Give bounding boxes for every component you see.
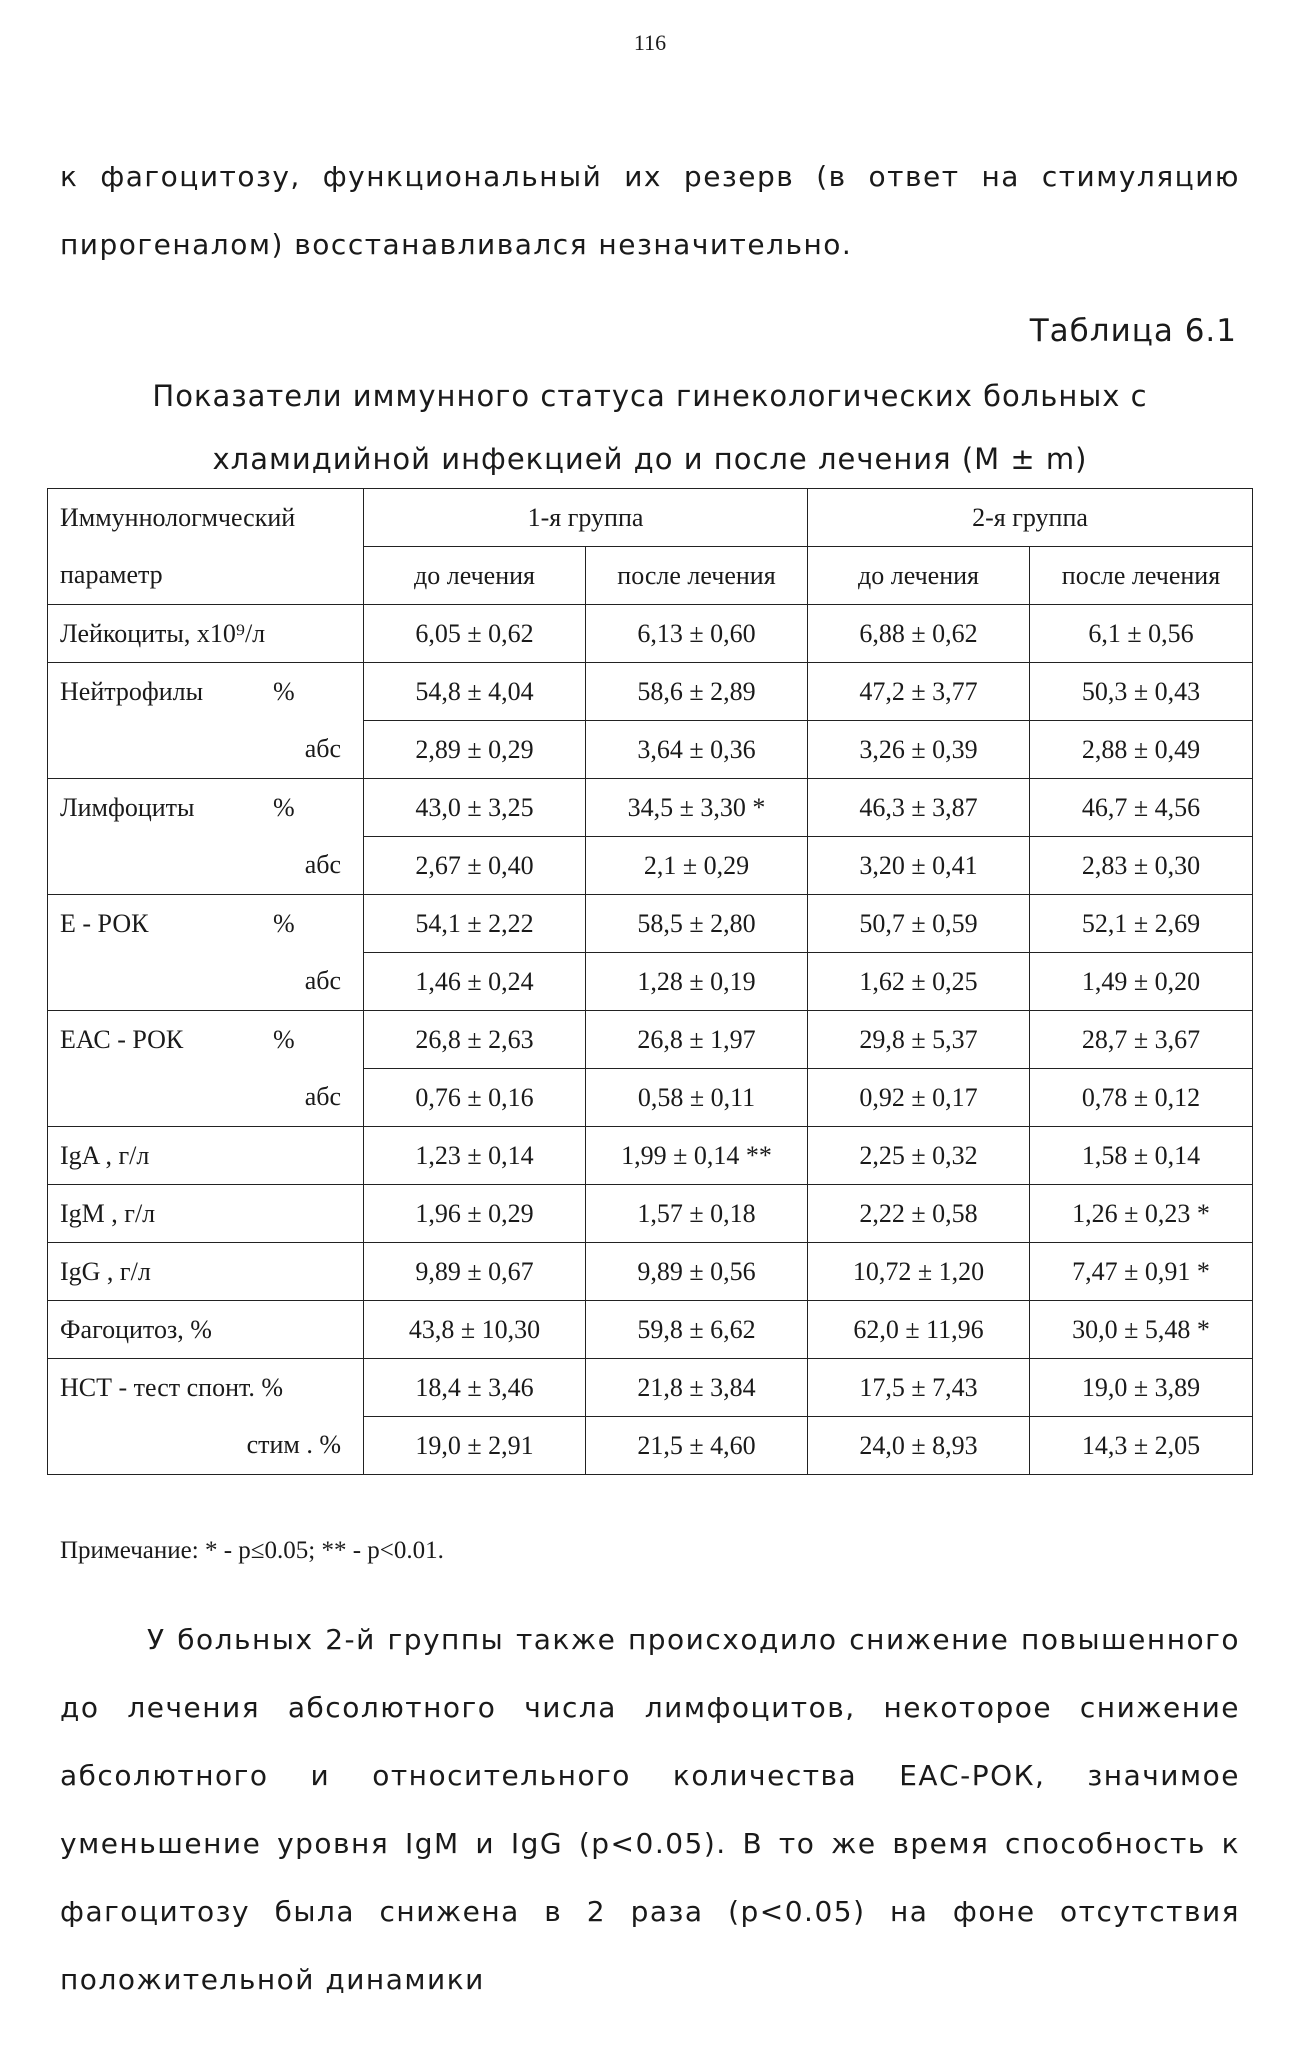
param-cell: [48, 663, 364, 721]
value-cell: 58,6 ± 2,89: [586, 663, 808, 721]
value-cell: 43,8 ± 10,30: [364, 1301, 586, 1359]
table-row: [48, 1185, 1253, 1243]
value-cell: 54,1 ± 2,22: [364, 895, 586, 953]
header-g2-before: до лечения: [808, 547, 1030, 605]
value-cell: 2,89 ± 0,29: [364, 721, 586, 779]
immune-status-table: [47, 488, 1253, 1475]
value-cell: 47,2 ± 3,77: [808, 663, 1030, 721]
value-cell: 21,8 ± 3,84: [586, 1359, 808, 1417]
bottom-paragraph: У больных 2-й группы также происходило снижение повышенного до лечения абсолютного числа лимфоцитов, некоторое снижение абсолютного и относительного количества ЕАС-РОК, значимое уменьшение уровня IgM и IgG (p<0.05). В то же время способность к фагоцитозу была снижена в 2 раза (p<0.05) на фоне отсутствия положительной динамики: [60, 1623, 1240, 1996]
value-cell: 26,8 ± 1,97: [586, 1011, 808, 1069]
value-cell: 1,28 ± 0,19: [586, 953, 808, 1011]
value-cell: 24,0 ± 8,93: [808, 1417, 1030, 1475]
param-unit: %: [273, 793, 295, 822]
param-unit: %: [273, 1025, 295, 1054]
param-label: IgG , г/л: [48, 1243, 364, 1301]
table-row: [48, 779, 1253, 837]
value-cell: 7,47 ± 0,91 *: [1030, 1243, 1253, 1301]
value-cell: 6,13 ± 0,60: [586, 605, 808, 663]
value-cell: 34,5 ± 3,30 *: [586, 779, 808, 837]
value-cell: 17,5 ± 7,43: [808, 1359, 1030, 1417]
table-row: [48, 721, 1253, 779]
param-label: IgM , г/л: [48, 1185, 364, 1243]
value-cell: 1,49 ± 0,20: [1030, 953, 1253, 1011]
value-cell: 6,05 ± 0,62: [364, 605, 586, 663]
value-cell: 29,8 ± 5,37: [808, 1011, 1030, 1069]
value-cell: 46,3 ± 3,87: [808, 779, 1030, 837]
header-param-top: Иммуннологмческий: [48, 489, 364, 547]
value-cell: 2,22 ± 0,58: [808, 1185, 1030, 1243]
param-unit: %: [273, 909, 295, 938]
table-header-row-1: [48, 489, 1253, 547]
value-cell: 2,67 ± 0,40: [364, 837, 586, 895]
table-row: [48, 837, 1253, 895]
value-cell: 2,83 ± 0,30: [1030, 837, 1253, 895]
value-cell: 1,26 ± 0,23 *: [1030, 1185, 1253, 1243]
value-cell: 43,0 ± 3,25: [364, 779, 586, 837]
intro-paragraph: к фагоцитозу, функциональный их резерв (в ответ на стимуляцию пирогеналом) восстанавливался незначительно.: [60, 160, 1240, 261]
value-cell: 9,89 ± 0,56: [586, 1243, 808, 1301]
header-g1-after: после лечения: [586, 547, 808, 605]
table-row: [48, 1301, 1253, 1359]
value-cell: 10,72 ± 1,20: [808, 1243, 1030, 1301]
value-cell: 1,99 ± 0,14 **: [586, 1127, 808, 1185]
value-cell: 19,0 ± 3,89: [1030, 1359, 1253, 1417]
value-cell: 19,0 ± 2,91: [364, 1417, 586, 1475]
value-cell: 46,7 ± 4,56: [1030, 779, 1253, 837]
header-param-bottom: параметр: [48, 547, 364, 605]
value-cell: 30,0 ± 5,48 *: [1030, 1301, 1253, 1359]
table-row: [48, 1359, 1253, 1417]
param-label: Лейкоциты, х10⁹/л: [48, 605, 364, 663]
param-label: ЕАС - РОК: [60, 1024, 184, 1054]
value-cell: 26,8 ± 2,63: [364, 1011, 586, 1069]
value-cell: 3,64 ± 0,36: [586, 721, 808, 779]
value-cell: 1,46 ± 0,24: [364, 953, 586, 1011]
table-row: [48, 895, 1253, 953]
header-g2-after: после лечения: [1030, 547, 1253, 605]
table-row: [48, 605, 1253, 663]
value-cell: 50,7 ± 0,59: [808, 895, 1030, 953]
param-unit: абс: [48, 721, 364, 779]
value-cell: 2,25 ± 0,32: [808, 1127, 1030, 1185]
value-cell: 2,88 ± 0,49: [1030, 721, 1253, 779]
table-row: [48, 1011, 1253, 1069]
param-label: Нейтрофилы: [60, 676, 204, 706]
value-cell: 58,5 ± 2,80: [586, 895, 808, 953]
table-row: [48, 1243, 1253, 1301]
value-cell: 0,76 ± 0,16: [364, 1069, 586, 1127]
table-header-row-2: [48, 547, 1253, 605]
header-g1-before: до лечения: [364, 547, 586, 605]
param-label: IgA , г/л: [48, 1127, 364, 1185]
value-cell: 50,3 ± 0,43: [1030, 663, 1253, 721]
header-group-1: 1-я группа: [364, 489, 808, 547]
table-row: [48, 1069, 1253, 1127]
param-label: Е - РОК: [60, 908, 149, 938]
value-cell: 54,8 ± 4,04: [364, 663, 586, 721]
value-cell: 3,20 ± 0,41: [808, 837, 1030, 895]
table-row: [48, 1417, 1253, 1475]
value-cell: 0,78 ± 0,12: [1030, 1069, 1253, 1127]
table-row: [48, 1127, 1253, 1185]
value-cell: 3,26 ± 0,39: [808, 721, 1030, 779]
value-cell: 21,5 ± 4,60: [586, 1417, 808, 1475]
table-number: Таблица 6.1: [1029, 313, 1237, 349]
value-cell: 52,1 ± 2,69: [1030, 895, 1253, 953]
param-unit: абс: [48, 837, 364, 895]
value-cell: 62,0 ± 11,96: [808, 1301, 1030, 1359]
param-unit: абс: [48, 953, 364, 1011]
param-label: Лимфоциты: [60, 792, 195, 822]
table-note: Примечание: * - p≤0.05; ** - p<0.01.: [60, 1537, 444, 1564]
value-cell: 59,8 ± 6,62: [586, 1301, 808, 1359]
header-group-2: 2-я группа: [808, 489, 1253, 547]
table-row: [48, 953, 1253, 1011]
value-cell: 6,1 ± 0,56: [1030, 605, 1253, 663]
value-cell: 0,92 ± 0,17: [808, 1069, 1030, 1127]
value-cell: 28,7 ± 3,67: [1030, 1011, 1253, 1069]
param-cell: [48, 1011, 364, 1069]
value-cell: 14,3 ± 2,05: [1030, 1417, 1253, 1475]
value-cell: 1,23 ± 0,14: [364, 1127, 586, 1185]
param-unit: %: [273, 677, 295, 706]
table-row: [48, 663, 1253, 721]
value-cell: 1,62 ± 0,25: [808, 953, 1030, 1011]
param-cell: [48, 779, 364, 837]
page-number: 116: [633, 30, 667, 55]
param-label: Фагоцитоз, %: [48, 1301, 364, 1359]
param-cell: [48, 895, 364, 953]
value-cell: 2,1 ± 0,29: [586, 837, 808, 895]
value-cell: 1,57 ± 0,18: [586, 1185, 808, 1243]
value-cell: 0,58 ± 0,11: [586, 1069, 808, 1127]
value-cell: 9,89 ± 0,67: [364, 1243, 586, 1301]
param-label: НСТ - тест спонт. %: [48, 1359, 364, 1417]
value-cell: 18,4 ± 3,46: [364, 1359, 586, 1417]
table-title: Показатели иммунного статуса гинекологических больных с хламидийной инфекцией до и после лечения (М ± m): [152, 379, 1148, 476]
param-unit: стим . %: [48, 1417, 364, 1475]
value-cell: 1,58 ± 0,14: [1030, 1127, 1253, 1185]
value-cell: 1,96 ± 0,29: [364, 1185, 586, 1243]
param-unit: абс: [48, 1069, 364, 1127]
value-cell: 6,88 ± 0,62: [808, 605, 1030, 663]
